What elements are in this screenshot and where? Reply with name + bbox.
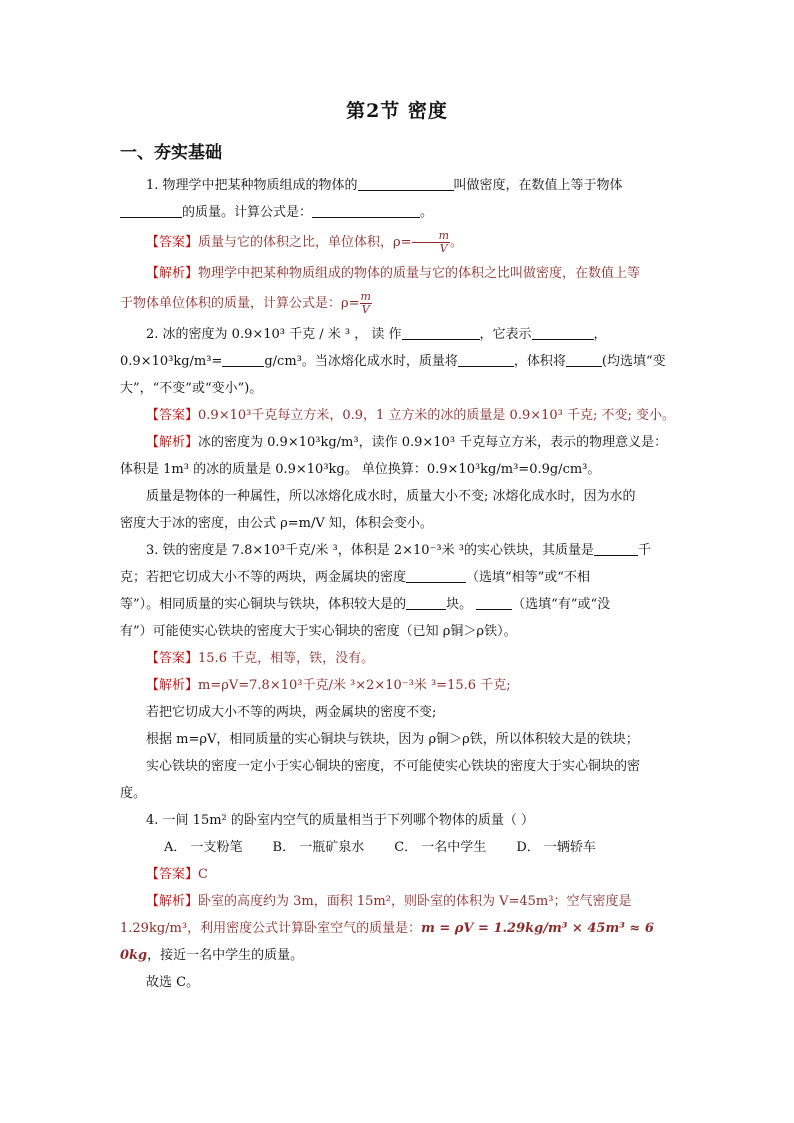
q2-text: 0.9×10³kg/m³=: [120, 354, 223, 369]
q4-text: 4. 一间 15m² 的卧室内空气的质量相当于下列哪个物体的质量（ ）: [146, 813, 535, 828]
q1-text-a: 1. 物理学中把某种物质组成的物体的: [146, 178, 358, 193]
option-d: D． 一辆轿车: [516, 840, 596, 855]
q4-explanation-line2: [120, 915, 676, 942]
fraction: [412, 230, 450, 255]
fraction-denominator: V: [361, 303, 370, 316]
q2-text: ，它表示: [479, 327, 532, 342]
explanation-text: 卧室的高度约为 3m，面积 15m²，则卧室的体积为 V=45m³；空气密度是: [198, 894, 632, 909]
answer-text: 质量与它的体积之比，单位体积，ρ=: [198, 235, 412, 250]
fraction-numerator: m: [412, 230, 450, 243]
answer-text: 0.9×10³千克每立方米，0.9，1 立方米的冰的质量是 0.9×10³ 千克; 不变; 变小。: [198, 408, 676, 423]
question-4: [120, 807, 676, 834]
q3-text: （选填“有”或“没: [512, 597, 611, 612]
question-1: [120, 172, 676, 199]
question-2-line3: [120, 375, 676, 402]
question-3-line4: [120, 618, 676, 645]
fraction-denominator: V: [439, 242, 448, 255]
explanation-tag: 【解析】: [146, 266, 199, 281]
option-b: B． 一瓶矿泉水: [272, 840, 365, 855]
explanation-text: m=ρV=7.8×10³千克/米 ³×2×10⁻³米 ³=15.6 千克;: [198, 678, 511, 693]
blank: [594, 541, 638, 556]
blank: [222, 352, 264, 367]
answer-tag: 【答案】: [146, 235, 199, 250]
explanation-text: 故选 C。: [146, 975, 200, 990]
q3-text: 有”）可能使实心铁块的密度大于实心铜块的密度（已知 ρ铜＞ρ铁）。: [120, 624, 517, 639]
q3-answer: [120, 645, 676, 672]
q3-explanation-line2: [120, 699, 676, 726]
q4-explanation-line4: [120, 969, 676, 996]
q3-text: 克；若把它切成大小不等的两块，两金属块的密度: [120, 570, 407, 585]
option-c: C． 一名中学生: [394, 840, 487, 855]
explanation-text: 1.29kg/m³，利用密度公式计算卧室空气的质量是：: [120, 921, 422, 936]
q2-answer: [120, 402, 676, 429]
explanation-tag: 【解析】: [146, 435, 199, 450]
explanation-text: ，接近一名中学生的质量。: [147, 948, 304, 963]
explanation-text: 质量是物体的一种属性，所以冰熔化成水时，质量大小不变; 冰熔化成水时，因为水的: [146, 489, 636, 504]
q2-explanation: [120, 429, 676, 456]
blank: [358, 176, 454, 191]
explanation-text: 若把它切成大小不等的两块，两金属块的密度不变;: [146, 705, 437, 720]
blank: [566, 352, 602, 367]
q2-text: ，: [593, 327, 607, 342]
blank: [458, 352, 514, 367]
explanation-tag: 【解析】: [146, 894, 199, 909]
explanation-text: 物理学中把某种物质组成的物体的质量与它的体积之比叫做密度，在数值上等: [198, 266, 641, 281]
question-1-line2: [120, 199, 676, 226]
question-2-line2: [120, 348, 676, 375]
q3-explanation: [120, 672, 676, 699]
q1-explanation-line2: [120, 287, 676, 321]
question-2: [120, 321, 676, 348]
option-a: A． 一支粉笔: [164, 840, 243, 855]
explanation-text: 冰的密度为 0.9×10³kg/m³，读作 0.9×10³ 千克每立方米，表示的物理意义是：: [198, 435, 668, 450]
explanation-text: 体积是 1m³ 的冰的质量是 0.9×10³kg。 单位换算：0.9×10³kg/m³=0.9g/cm³。: [120, 462, 601, 477]
question-3-line3: [120, 591, 676, 618]
q3-text: 千: [637, 543, 651, 558]
explanation-tag: 【解析】: [146, 678, 199, 693]
blank: [120, 203, 182, 218]
q4-explanation-line3: [120, 942, 676, 969]
explanation-text: 密度大于冰的密度，由公式 ρ=m/V 知，体积会变小。: [120, 516, 433, 531]
content: [120, 172, 676, 996]
fraction-numerator: m: [360, 290, 371, 303]
page-title: 第2节 密度: [346, 100, 448, 122]
q1-answer: 【答案】质量与它的体积之比，单位体积，ρ= $\frac{m}{V}$ 。: [146, 229, 464, 255]
q3-explanation-line4: [120, 753, 676, 780]
answer-tag: 【答案】: [146, 651, 199, 666]
question-3-line2: [120, 564, 676, 591]
blank: [476, 595, 512, 610]
q3-text: 块。: [446, 597, 473, 612]
blank: [406, 595, 446, 610]
q3-text: （选填“相等”或“不相: [466, 570, 590, 585]
formula-text: m = ρV = 1.29kg/m³ × 45m³ ≈ 6: [421, 921, 654, 936]
blank: [402, 325, 480, 340]
explanation-text: 于物体单位体积的质量，计算公式是：ρ=: [120, 296, 360, 311]
explanation-text: 实心铁块的密度一定小于实心铜块的密度，不可能使实心铁块的密度大于实心铜块的密: [146, 759, 641, 774]
q3-explanation-line5: [120, 780, 676, 807]
fraction: [360, 291, 372, 316]
q2-text: 大”，“不变”或“变小”)。: [120, 381, 263, 396]
answer-tag: 【答案】: [146, 408, 199, 423]
q2-explanation-line4: [120, 510, 676, 537]
section-heading: 一、夯实基础: [120, 143, 222, 163]
q2-text: ，体积将: [513, 354, 566, 369]
explanation-text: 根据 m=ρV，相同质量的实心铜块与铁块，因为 ρ铜＞ρ铁，所以体积较大是的铁块；: [146, 732, 639, 747]
blank: [406, 568, 466, 583]
q2-text: g/cm³。当冰熔化成水时，质量将: [264, 354, 458, 369]
answer-tag: 【答案】: [146, 867, 199, 882]
formula-text: 0kg: [120, 948, 148, 963]
q1-explanation: [120, 260, 676, 287]
q1-text-b: 叫做密度，在数值上等于物体: [453, 178, 623, 193]
blank: [532, 325, 594, 340]
answer-text: C: [198, 867, 208, 882]
question-3: [120, 537, 676, 564]
answer-text: 15.6 千克，相等，铁，没有。: [198, 651, 375, 666]
q2-explanation-line3: [120, 483, 676, 510]
q3-text: 3. 铁的密度是 7.8×10³千克/米 ³，体积是 2×10⁻³米 ³的实心铁块，其质量是: [146, 543, 594, 558]
q4-options: [120, 834, 676, 861]
blank: [312, 203, 420, 218]
q4-answer: [120, 861, 676, 888]
explanation-text: 度。: [120, 786, 147, 801]
q1-text-c: 的质量。计算公式是：: [182, 205, 313, 220]
q1-text-d: 。: [420, 205, 434, 220]
q3-explanation-line3: [120, 726, 676, 753]
q2-text: (均选填“变: [601, 354, 666, 369]
q2-text: 2. 冰的密度为 0.9×10³ 千克 / 米 ³ ， 读 作: [146, 327, 402, 342]
q3-text: 等”）。相同质量的实心铜块与铁块，体积较大是的: [120, 597, 407, 612]
q2-explanation-line2: [120, 456, 676, 483]
q4-explanation: [120, 888, 676, 915]
